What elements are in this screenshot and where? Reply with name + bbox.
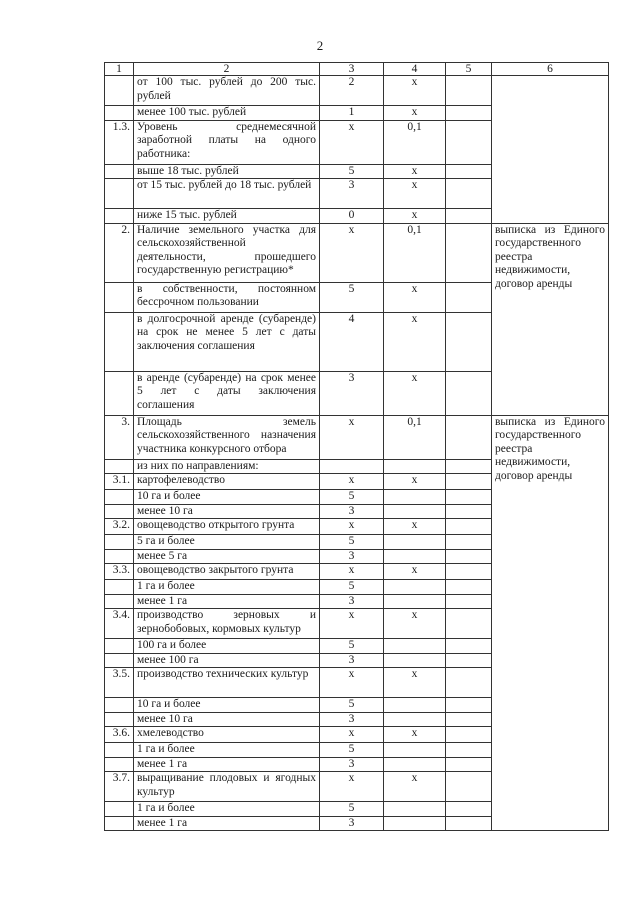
column-5-cell: [446, 727, 492, 743]
score-cell: 3: [320, 179, 384, 209]
documents-cell: выписка из Единого государственного реестра недвижимости, договор аренды: [492, 223, 609, 415]
score-cell: х: [320, 609, 384, 639]
criterion-text: от 15 тыс. рублей до 18 тыс. рублей: [134, 179, 320, 209]
criterion-text: 10 га и более: [134, 490, 320, 505]
score-cell: 5: [320, 282, 384, 312]
item-number: [105, 594, 134, 609]
criterion-text: менее 100 тыс. рублей: [134, 106, 320, 121]
column-5-cell: [446, 76, 492, 106]
weight-cell: х: [384, 609, 446, 639]
weight-cell: х: [384, 371, 446, 415]
table-row: [105, 76, 609, 106]
weight-cell: [384, 712, 446, 727]
score-cell: 3: [320, 504, 384, 519]
criterion-text: менее 10 га: [134, 504, 320, 519]
weight-cell: [384, 653, 446, 668]
header-cell-3: 3: [320, 63, 384, 76]
item-number: [105, 282, 134, 312]
criterion-text: производство зерновых и зернобобовых, кормовых культур: [134, 609, 320, 639]
column-5-cell: [446, 504, 492, 519]
table-body: [105, 63, 609, 831]
score-cell: 3: [320, 816, 384, 831]
score-cell: х: [320, 727, 384, 743]
criterion-text: менее 5 га: [134, 549, 320, 564]
documents-cell: выписка из Единого государственного реестра недвижимости, договор аренды: [492, 415, 609, 831]
weight-cell: х: [384, 76, 446, 106]
score-cell: 3: [320, 653, 384, 668]
score-cell: 5: [320, 698, 384, 713]
column-5-cell: [446, 490, 492, 505]
criterion-text: менее 100 га: [134, 653, 320, 668]
criterion-text: менее 10 га: [134, 712, 320, 727]
item-number: 3.2.: [105, 519, 134, 535]
item-number: [105, 653, 134, 668]
column-5-cell: [446, 668, 492, 698]
score-cell: 5: [320, 490, 384, 505]
score-cell: 3: [320, 757, 384, 772]
table-row: [105, 223, 609, 282]
score-cell: 1: [320, 106, 384, 121]
column-5-cell: [446, 535, 492, 550]
score-cell: х: [320, 474, 384, 490]
column-5-cell: [446, 772, 492, 802]
criterion-text: ниже 15 тыс. рублей: [134, 209, 320, 224]
column-5-cell: [446, 564, 492, 580]
criterion-text: менее 1 га: [134, 757, 320, 772]
item-number: 3.4.: [105, 609, 134, 639]
table-row: [105, 415, 609, 459]
weight-cell: [384, 816, 446, 831]
weight-cell: [384, 459, 446, 474]
item-number: 2.: [105, 223, 134, 282]
column-5-cell: [446, 816, 492, 831]
item-number: [105, 549, 134, 564]
item-number: [105, 179, 134, 209]
item-number: [105, 106, 134, 121]
score-cell: 4: [320, 312, 384, 371]
score-cell: 3: [320, 549, 384, 564]
score-cell: 5: [320, 580, 384, 595]
column-5-cell: [446, 106, 492, 121]
criterion-text: овощеводство открытого грунта: [134, 519, 320, 535]
weight-cell: [384, 504, 446, 519]
item-number: [105, 535, 134, 550]
item-number: [105, 76, 134, 106]
weight-cell: х: [384, 164, 446, 179]
criterion-text: овощеводство закрытого грунта: [134, 564, 320, 580]
score-cell: 5: [320, 743, 384, 758]
column-5-cell: [446, 282, 492, 312]
criterion-text: в собственности, постоянном бессрочном пользовании: [134, 282, 320, 312]
score-cell: 3: [320, 594, 384, 609]
item-number: [105, 504, 134, 519]
weight-cell: [384, 639, 446, 654]
documents-cell: [492, 76, 609, 224]
column-5-cell: [446, 164, 492, 179]
item-number: [105, 639, 134, 654]
criterion-text: 100 га и более: [134, 639, 320, 654]
criterion-text: Уровень среднемесячной заработной платы на одного работника:: [134, 120, 320, 164]
score-cell: 5: [320, 639, 384, 654]
weight-cell: х: [384, 474, 446, 490]
column-5-cell: [446, 757, 492, 772]
column-5-cell: [446, 549, 492, 564]
item-number: [105, 164, 134, 179]
criterion-text: в аренде (субаренде) на срок менее 5 лет с даты заключения соглашения: [134, 371, 320, 415]
criterion-text: 10 га и более: [134, 698, 320, 713]
score-cell: 3: [320, 371, 384, 415]
criterion-text: от 100 тыс. рублей до 200 тыс. рублей: [134, 76, 320, 106]
criterion-text: Площадь земель сельскохозяйственного назначения участника конкурсного отбора: [134, 415, 320, 459]
header-cell-5: 5: [446, 63, 492, 76]
column-5-cell: [446, 223, 492, 282]
score-cell: х: [320, 415, 384, 459]
column-5-cell: [446, 653, 492, 668]
column-5-cell: [446, 120, 492, 164]
page-number: 2: [316, 38, 324, 53]
weight-cell: х: [384, 209, 446, 224]
criterion-text: 1 га и более: [134, 743, 320, 758]
item-number: [105, 712, 134, 727]
weight-cell: [384, 757, 446, 772]
criterion-text: из них по направлениям:: [134, 459, 320, 474]
column-5-cell: [446, 459, 492, 474]
criterion-text: 5 га и более: [134, 535, 320, 550]
criterion-text: 1 га и более: [134, 580, 320, 595]
criterion-text: менее 1 га: [134, 816, 320, 831]
weight-cell: [384, 743, 446, 758]
header-cell-6: 6: [492, 63, 609, 76]
score-cell: 5: [320, 535, 384, 550]
score-cell: х: [320, 564, 384, 580]
weight-cell: [384, 535, 446, 550]
weight-cell: 0,1: [384, 120, 446, 164]
header-row: [105, 63, 609, 76]
item-number: 1.3.: [105, 120, 134, 164]
column-5-cell: [446, 179, 492, 209]
item-number: [105, 580, 134, 595]
column-5-cell: [446, 371, 492, 415]
score-cell: х: [320, 223, 384, 282]
score-cell: 2: [320, 76, 384, 106]
weight-cell: х: [384, 564, 446, 580]
item-number: 3.3.: [105, 564, 134, 580]
score-cell: х: [320, 120, 384, 164]
score-cell: 5: [320, 802, 384, 817]
score-cell: х: [320, 772, 384, 802]
score-cell: х: [320, 668, 384, 698]
header-cell-2: 2: [134, 63, 320, 76]
column-5-cell: [446, 415, 492, 459]
weight-cell: [384, 580, 446, 595]
item-number: 3.: [105, 415, 134, 459]
criterion-text: менее 1 га: [134, 594, 320, 609]
criterion-text: картофелеводство: [134, 474, 320, 490]
column-5-cell: [446, 639, 492, 654]
header-cell-1: 1: [105, 63, 134, 76]
column-5-cell: [446, 802, 492, 817]
column-5-cell: [446, 209, 492, 224]
weight-cell: х: [384, 727, 446, 743]
item-number: 3.6.: [105, 727, 134, 743]
item-number: [105, 698, 134, 713]
item-number: [105, 459, 134, 474]
item-number: [105, 209, 134, 224]
criterion-text: 1 га и более: [134, 802, 320, 817]
weight-cell: х: [384, 179, 446, 209]
column-5-cell: [446, 474, 492, 490]
weight-cell: 0,1: [384, 223, 446, 282]
item-number: [105, 757, 134, 772]
weight-cell: [384, 490, 446, 505]
item-number: [105, 312, 134, 371]
column-5-cell: [446, 609, 492, 639]
weight-cell: х: [384, 312, 446, 371]
score-cell: 0: [320, 209, 384, 224]
item-number: [105, 816, 134, 831]
header-cell-4: 4: [384, 63, 446, 76]
item-number: [105, 371, 134, 415]
weight-cell: [384, 549, 446, 564]
weight-cell: х: [384, 519, 446, 535]
weight-cell: [384, 698, 446, 713]
item-number: [105, 490, 134, 505]
column-5-cell: [446, 594, 492, 609]
weight-cell: [384, 802, 446, 817]
score-cell: х: [320, 519, 384, 535]
item-number: [105, 743, 134, 758]
criterion-text: выше 18 тыс. рублей: [134, 164, 320, 179]
weight-cell: х: [384, 668, 446, 698]
criterion-text: хмелеводство: [134, 727, 320, 743]
item-number: 3.5.: [105, 668, 134, 698]
column-5-cell: [446, 519, 492, 535]
criteria-table: [104, 62, 609, 831]
item-number: 3.1.: [105, 474, 134, 490]
score-cell: [320, 459, 384, 474]
item-number: [105, 802, 134, 817]
score-cell: 3: [320, 712, 384, 727]
weight-cell: [384, 594, 446, 609]
score-cell: 5: [320, 164, 384, 179]
criterion-text: в долгосрочной аренде (субаренде) на срок не менее 5 лет с даты заключения соглашения: [134, 312, 320, 371]
item-number: 3.7.: [105, 772, 134, 802]
criterion-text: выращивание плодовых и ягодных культур: [134, 772, 320, 802]
column-5-cell: [446, 698, 492, 713]
column-5-cell: [446, 312, 492, 371]
column-5-cell: [446, 743, 492, 758]
column-5-cell: [446, 712, 492, 727]
weight-cell: х: [384, 106, 446, 121]
weight-cell: 0,1: [384, 415, 446, 459]
criterion-text: производство технических культур: [134, 668, 320, 698]
weight-cell: х: [384, 772, 446, 802]
criterion-text: Наличие земельного участка для сельскохозяйственной деятельности, прошедшего государственную регистрацию*: [134, 223, 320, 282]
weight-cell: х: [384, 282, 446, 312]
column-5-cell: [446, 580, 492, 595]
